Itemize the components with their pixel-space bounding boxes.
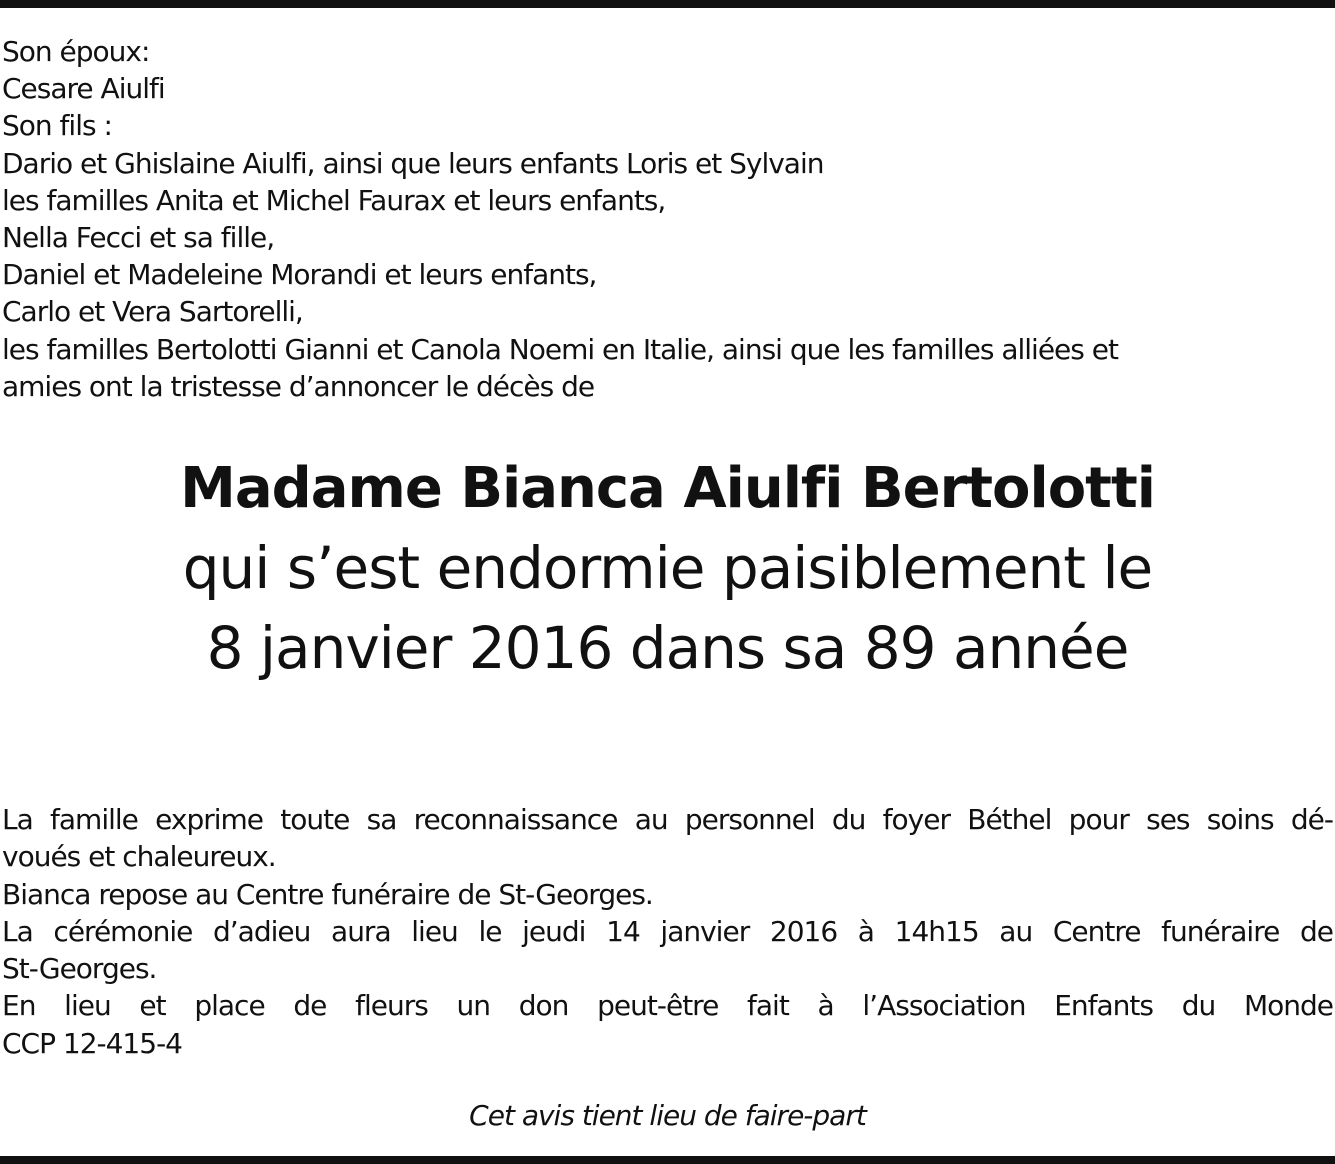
deceased-name: Madame Bianca Aiulfi Bertolotti [180,456,1155,521]
passing-statement: qui s’est endormie paisiblement le [182,534,1153,602]
footer-note: Cet avis tient lieu de faire-part [469,1099,866,1132]
top-border-rule [0,0,1335,8]
family-line: Carlo et Vera Sartorelli, [2,295,303,329]
notes-line: CCP 12-415-4 [2,1026,182,1060]
passing-date: 8 janvier 2016 dans sa 89 année [206,614,1129,682]
family-line: Cesare Aiulfi [2,72,165,106]
family-line: Son fils : [2,109,112,143]
bottom-border-rule [0,1156,1335,1164]
family-line: Son époux: [2,35,150,68]
notes-line: voués et chaleureux. [2,840,276,874]
family-line: les familles Bertolotti Gianni et Canola Noemi en Italie, ainsi que les familles alliées et [2,332,1118,366]
notes-line: St-Georges. [2,952,157,986]
family-announcement [2,33,1332,405]
notes-line: La cérémonie d’adieu aura lieu le jeudi 14 janvier 2016 à 14h15 au Centre funéraire de [2,914,1333,948]
family-line: les familles Anita et Michel Faurax et leurs enfants, [2,183,666,217]
notes-line: Bianca repose au Centre funéraire de St-Georges. [2,877,653,911]
family-line: Dario et Ghislaine Aiulfi, ainsi que leurs enfants Loris et Sylvain [2,146,824,180]
deceased-headline [0,450,1335,688]
family-line: amies ont la tristesse d’annoncer le décès de [2,369,595,403]
notes-line: La famille exprime toute sa reconnaissance au personnel du foyer Béthel pour ses soins dé- [2,803,1333,836]
ceremony-notes [2,801,1333,1062]
notes-line: En lieu et place de fleurs un don peut-être fait à l’Association Enfants du Monde [2,989,1333,1023]
family-line: Daniel et Madeleine Morandi et leurs enfants, [2,258,597,292]
family-line: Nella Fecci et sa fille, [2,220,275,254]
